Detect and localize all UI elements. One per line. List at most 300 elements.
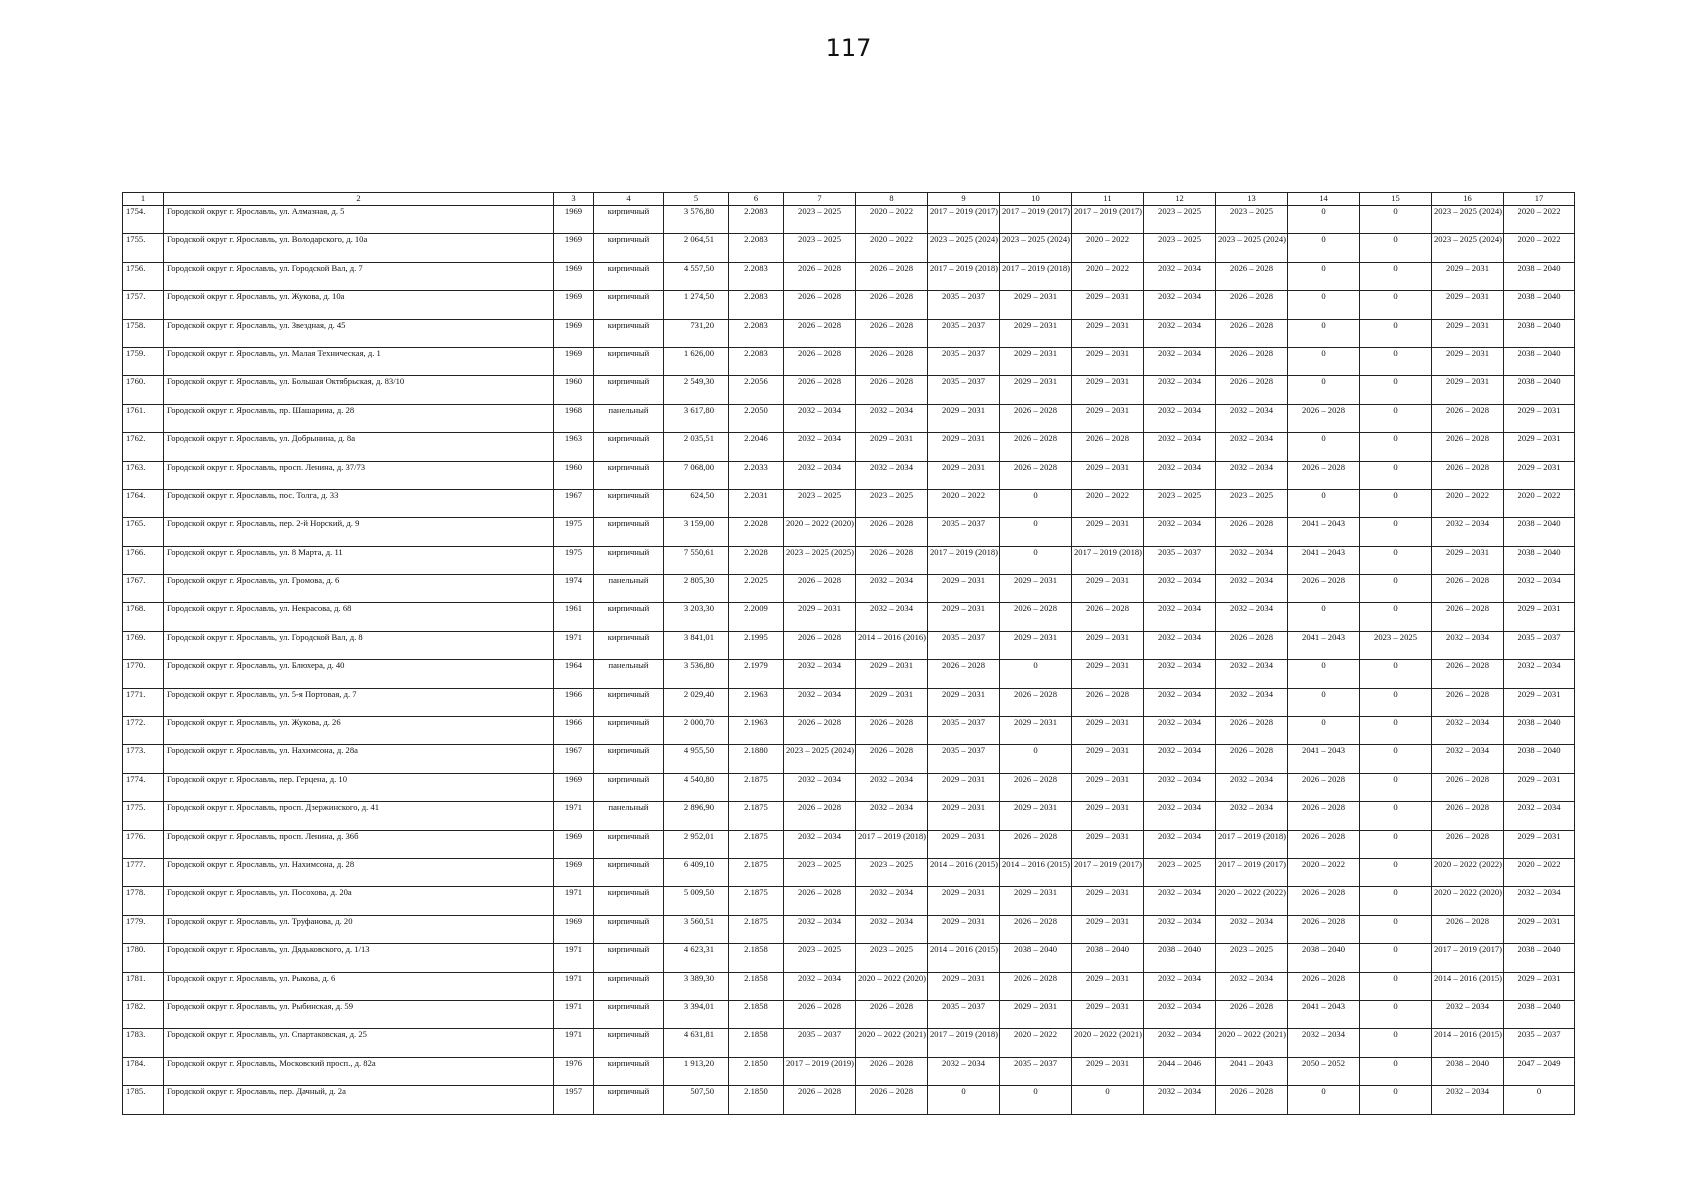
table-cell: 0: [1288, 319, 1360, 347]
table-cell: 2020 – 2022: [1000, 1029, 1072, 1057]
table-cell: 0: [1072, 1086, 1144, 1114]
table-cell: 2032 – 2034: [1216, 773, 1288, 801]
table-cell: 2023 – 2025: [784, 944, 856, 972]
table-cell: 2032 – 2034: [1216, 404, 1288, 432]
table-cell: 507,50: [664, 1086, 729, 1114]
table-row: [123, 745, 1575, 773]
table-row: [123, 575, 1575, 603]
table-cell: 1969: [554, 319, 594, 347]
column-header: 12: [1144, 193, 1216, 206]
table-cell: 2023 – 2025: [1144, 858, 1216, 886]
table-cell: 2032 – 2034: [1144, 603, 1216, 631]
table-cell: 2026 – 2028: [1432, 404, 1504, 432]
column-number-row: [123, 193, 1575, 206]
row-number: 1777.: [123, 858, 164, 886]
table-cell: 2026 – 2028: [1216, 319, 1288, 347]
table-cell: 0: [1000, 489, 1072, 517]
table-cell: кирпичный: [594, 830, 664, 858]
table-cell: 2032 – 2034: [1216, 603, 1288, 631]
table-cell: 2.1858: [729, 944, 784, 972]
address-cell: Городской округ г. Ярославль, ул. Рыбинская, д. 59: [164, 1000, 554, 1028]
table-cell: 1969: [554, 858, 594, 886]
table-cell: 3 841,01: [664, 631, 729, 659]
column-header: 7: [784, 193, 856, 206]
table-cell: 2023 – 2025: [1360, 631, 1432, 659]
table-cell: 1975: [554, 518, 594, 546]
table-cell: 0: [1288, 1086, 1360, 1114]
row-number: 1776.: [123, 830, 164, 858]
row-number: 1778.: [123, 887, 164, 915]
table-cell: 2026 – 2028: [1216, 745, 1288, 773]
table-cell: 2032 – 2034: [1144, 575, 1216, 603]
table-cell: 2017 – 2019 (2017): [1072, 858, 1144, 886]
column-header: 4: [594, 193, 664, 206]
table-cell: 2017 – 2019 (2017): [1000, 206, 1072, 234]
row-number: 1781.: [123, 972, 164, 1000]
table-cell: 2032 – 2034: [784, 972, 856, 1000]
table-cell: 2032 – 2034: [1144, 461, 1216, 489]
row-number: 1760.: [123, 376, 164, 404]
table-row: [123, 1057, 1575, 1085]
address-cell: Городской округ г. Ярославль, ул. Труфанова, д. 20: [164, 915, 554, 943]
table-cell: 2026 – 2028: [856, 518, 928, 546]
table-cell: 2029 – 2031: [1000, 347, 1072, 375]
table-row: [123, 830, 1575, 858]
table-cell: кирпичный: [594, 376, 664, 404]
table-cell: 2023 – 2025: [1216, 489, 1288, 517]
table-cell: 2032 – 2034: [1144, 717, 1216, 745]
column-header: 1: [123, 193, 164, 206]
table-cell: 2032 – 2034: [1144, 745, 1216, 773]
table-cell: 2020 – 2022: [1288, 858, 1360, 886]
housing-register-table: [122, 192, 1575, 1115]
table-cell: 1966: [554, 688, 594, 716]
table-cell: 2026 – 2028: [856, 717, 928, 745]
table-cell: 2032 – 2034: [784, 461, 856, 489]
address-cell: Городской округ г. Ярославль, просп. Ленина, д. 36б: [164, 830, 554, 858]
table-cell: 2017 – 2019 (2018): [1000, 262, 1072, 290]
table-cell: 2029 – 2031: [1432, 319, 1504, 347]
table-cell: 2017 – 2019 (2017): [1216, 858, 1288, 886]
table-cell: 2023 – 2025 (2024): [1216, 234, 1288, 262]
table-cell: 2029 – 2031: [1432, 347, 1504, 375]
table-cell: 2023 – 2025: [856, 489, 928, 517]
address-cell: Городской округ г. Ярославль, пос. Толга, д. 33: [164, 489, 554, 517]
table-cell: 2029 – 2031: [1072, 660, 1144, 688]
table-row: [123, 489, 1575, 517]
table-cell: 2023 – 2025: [784, 206, 856, 234]
table-cell: кирпичный: [594, 717, 664, 745]
row-number: 1768.: [123, 603, 164, 631]
table-cell: 2029 – 2031: [1504, 433, 1575, 461]
table-row: [123, 206, 1575, 234]
table-cell: 2032 – 2034: [1216, 972, 1288, 1000]
table-cell: 2026 – 2028: [1072, 688, 1144, 716]
address-cell: Городской округ г. Ярославль, ул. 8 Марта, д. 11: [164, 546, 554, 574]
table-cell: 2032 – 2034: [1144, 319, 1216, 347]
table-cell: 2.2025: [729, 575, 784, 603]
table-row: [123, 1086, 1575, 1114]
table-cell: 2.1875: [729, 915, 784, 943]
table-cell: 2020 – 2022: [856, 234, 928, 262]
table-cell: 2026 – 2028: [1288, 972, 1360, 1000]
table-cell: 2026 – 2028: [1000, 461, 1072, 489]
table-cell: 2020 – 2022 (2020): [784, 518, 856, 546]
table-cell: 2 952,01: [664, 830, 729, 858]
page-number: 117: [825, 34, 872, 62]
table-row: [123, 972, 1575, 1000]
table-cell: 7 068,00: [664, 461, 729, 489]
column-header: 15: [1360, 193, 1432, 206]
table-cell: 2029 – 2031: [1504, 773, 1575, 801]
table-cell: 2023 – 2025: [1144, 234, 1216, 262]
table-row: [123, 887, 1575, 915]
table-cell: 2026 – 2028: [784, 319, 856, 347]
table-cell: 0: [1288, 206, 1360, 234]
row-number: 1759.: [123, 347, 164, 375]
table-cell: 2038 – 2040: [1288, 944, 1360, 972]
table-cell: 2029 – 2031: [1072, 518, 1144, 546]
table-cell: 2.1875: [729, 773, 784, 801]
table-cell: 2026 – 2028: [928, 660, 1000, 688]
table-cell: 2032 – 2034: [1288, 1029, 1360, 1057]
table-cell: кирпичный: [594, 631, 664, 659]
table-cell: 2029 – 2031: [928, 887, 1000, 915]
table-cell: 2020 – 2022: [1504, 206, 1575, 234]
address-cell: Городской округ г. Ярославль, ул. 5-я Портовая, д. 7: [164, 688, 554, 716]
table-cell: 2026 – 2028: [784, 717, 856, 745]
table-cell: 2026 – 2028: [1288, 773, 1360, 801]
table-cell: 2029 – 2031: [928, 688, 1000, 716]
table-cell: 2032 – 2034: [784, 404, 856, 432]
table-cell: кирпичный: [594, 1029, 664, 1057]
table-cell: 2026 – 2028: [856, 1000, 928, 1028]
table-cell: 0: [1360, 972, 1432, 1000]
table-cell: 0: [1360, 915, 1432, 943]
table-cell: 2032 – 2034: [856, 603, 928, 631]
table-cell: 1957: [554, 1086, 594, 1114]
table-cell: 2038 – 2040: [1504, 262, 1575, 290]
table-cell: 2.1850: [729, 1057, 784, 1085]
table-cell: 2035 – 2037: [1144, 546, 1216, 574]
table-cell: 2035 – 2037: [928, 631, 1000, 659]
table-cell: 2029 – 2031: [784, 603, 856, 631]
table-cell: 2041 – 2043: [1288, 518, 1360, 546]
address-cell: Городской округ г. Ярославль, просп. Дзержинского, д. 41: [164, 802, 554, 830]
table-cell: кирпичный: [594, 319, 664, 347]
table-cell: 2 549,30: [664, 376, 729, 404]
table-cell: 0: [1360, 404, 1432, 432]
column-header: 2: [164, 193, 554, 206]
table-row: [123, 1029, 1575, 1057]
table-cell: 1971: [554, 631, 594, 659]
table-cell: 2041 – 2043: [1216, 1057, 1288, 1085]
table-cell: 1969: [554, 206, 594, 234]
table-cell: 2029 – 2031: [856, 660, 928, 688]
table-cell: 2029 – 2031: [1504, 461, 1575, 489]
table-cell: 2032 – 2034: [856, 575, 928, 603]
table-cell: 0: [1288, 660, 1360, 688]
table-cell: 731,20: [664, 319, 729, 347]
table-cell: 2032 – 2034: [856, 404, 928, 432]
row-number: 1755.: [123, 234, 164, 262]
column-header: 3: [554, 193, 594, 206]
row-number: 1782.: [123, 1000, 164, 1028]
table-cell: 2026 – 2028: [784, 802, 856, 830]
table-cell: 2029 – 2031: [856, 688, 928, 716]
address-cell: Городской округ г. Ярославль, ул. Нахимсона, д. 28а: [164, 745, 554, 773]
table-cell: 2.1963: [729, 717, 784, 745]
table-cell: 2032 – 2034: [1504, 660, 1575, 688]
table-cell: 2.2009: [729, 603, 784, 631]
table-cell: кирпичный: [594, 489, 664, 517]
table-cell: 2032 – 2034: [1432, 1086, 1504, 1114]
column-header: 5: [664, 193, 729, 206]
table-cell: кирпичный: [594, 887, 664, 915]
table-cell: 2032 – 2034: [856, 773, 928, 801]
row-number: 1779.: [123, 915, 164, 943]
table-cell: 2.1850: [729, 1086, 784, 1114]
table-cell: 2044 – 2046: [1144, 1057, 1216, 1085]
table-cell: 2029 – 2031: [1000, 631, 1072, 659]
column-header: 8: [856, 193, 928, 206]
table-cell: 2032 – 2034: [1144, 376, 1216, 404]
table-row: [123, 944, 1575, 972]
table-cell: кирпичный: [594, 433, 664, 461]
table-cell: 0: [1360, 262, 1432, 290]
table-cell: 2026 – 2028: [1288, 404, 1360, 432]
row-number: 1774.: [123, 773, 164, 801]
table-row: [123, 660, 1575, 688]
table-cell: 2 000,70: [664, 717, 729, 745]
table-cell: 0: [1360, 234, 1432, 262]
table-cell: 0: [928, 1086, 1000, 1114]
table-cell: 2026 – 2028: [1432, 603, 1504, 631]
table-cell: кирпичный: [594, 858, 664, 886]
table-cell: 2032 – 2034: [1144, 688, 1216, 716]
table-cell: 4 623,31: [664, 944, 729, 972]
table-cell: 2047 – 2049: [1504, 1057, 1575, 1085]
table-cell: 6 409,10: [664, 858, 729, 886]
address-cell: Городской округ г. Ярославль, пер. Дачный, д. 2а: [164, 1086, 554, 1114]
column-header: 10: [1000, 193, 1072, 206]
row-number: 1772.: [123, 717, 164, 745]
table-cell: 2029 – 2031: [1504, 830, 1575, 858]
table-cell: 2020 – 2022: [1072, 489, 1144, 517]
table-cell: 2026 – 2028: [1216, 717, 1288, 745]
table-cell: 2023 – 2025: [784, 234, 856, 262]
table-cell: 0: [1360, 858, 1432, 886]
table-cell: 2029 – 2031: [1432, 262, 1504, 290]
column-header: 16: [1432, 193, 1504, 206]
address-cell: Городской округ г. Ярославль, ул. Блюхера, д. 40: [164, 660, 554, 688]
table-cell: 2020 – 2022: [1504, 858, 1575, 886]
table-cell: 2029 – 2031: [1504, 688, 1575, 716]
table-cell: 2026 – 2028: [784, 262, 856, 290]
table-cell: 0: [1360, 575, 1432, 603]
table-cell: кирпичный: [594, 1057, 664, 1085]
table-cell: 0: [1360, 1057, 1432, 1085]
table-cell: 2032 – 2034: [1432, 745, 1504, 773]
table-row: [123, 802, 1575, 830]
table-cell: 2020 – 2022: [1072, 262, 1144, 290]
table-cell: 2035 – 2037: [1504, 631, 1575, 659]
table-cell: 2029 – 2031: [1072, 830, 1144, 858]
table-cell: 0: [1360, 1000, 1432, 1028]
table-cell: 2023 – 2025: [856, 858, 928, 886]
table-cell: 3 617,80: [664, 404, 729, 432]
table-cell: 1 913,20: [664, 1057, 729, 1085]
table-cell: 2029 – 2031: [1072, 376, 1144, 404]
row-number: 1766.: [123, 546, 164, 574]
table-cell: 0: [1288, 291, 1360, 319]
address-cell: Городской округ г. Ярославль, пер. Герцена, д. 10: [164, 773, 554, 801]
table-row: [123, 546, 1575, 574]
table-cell: 2017 – 2019 (2017): [928, 206, 1000, 234]
table-cell: 3 576,80: [664, 206, 729, 234]
table-cell: 2032 – 2034: [1432, 631, 1504, 659]
table-cell: 0: [1360, 347, 1432, 375]
table-cell: 2023 – 2025 (2025): [784, 546, 856, 574]
table-cell: 2029 – 2031: [1072, 972, 1144, 1000]
table-cell: 3 389,30: [664, 972, 729, 1000]
table-cell: кирпичный: [594, 461, 664, 489]
table-cell: 2.1995: [729, 631, 784, 659]
row-number: 1756.: [123, 262, 164, 290]
table-cell: 2032 – 2034: [856, 915, 928, 943]
table-cell: 2032 – 2034: [928, 1057, 1000, 1085]
table-cell: 2035 – 2037: [928, 518, 1000, 546]
table-cell: 2026 – 2028: [856, 291, 928, 319]
address-cell: Городской округ г. Ярославль, пр. Шашарина, д. 28: [164, 404, 554, 432]
table-cell: 2023 – 2025 (2024): [1432, 206, 1504, 234]
table-cell: 2026 – 2028: [1000, 830, 1072, 858]
table-cell: 1964: [554, 660, 594, 688]
table-cell: 2029 – 2031: [856, 433, 928, 461]
table-cell: 2029 – 2031: [928, 404, 1000, 432]
table-cell: 0: [1000, 518, 1072, 546]
address-cell: Городской округ г. Ярославль, ул. Посохова, д. 20а: [164, 887, 554, 915]
table-cell: 0: [1000, 1086, 1072, 1114]
table-cell: 2026 – 2028: [1288, 887, 1360, 915]
table-cell: 2029 – 2031: [1504, 404, 1575, 432]
table-cell: панельный: [594, 404, 664, 432]
table-cell: панельный: [594, 660, 664, 688]
table-cell: кирпичный: [594, 603, 664, 631]
table-cell: 1969: [554, 830, 594, 858]
table-cell: 2026 – 2028: [1288, 575, 1360, 603]
table-cell: 2041 – 2043: [1288, 546, 1360, 574]
table-cell: 2038 – 2040: [1504, 291, 1575, 319]
table-cell: 2032 – 2034: [1216, 660, 1288, 688]
address-cell: Городской округ г. Ярославль, пер. 2-й Норский, д. 9: [164, 518, 554, 546]
table-cell: 0: [1360, 461, 1432, 489]
table-cell: 2038 – 2040: [1000, 944, 1072, 972]
table-row: [123, 518, 1575, 546]
row-number: 1771.: [123, 688, 164, 716]
table-cell: 2038 – 2040: [1504, 944, 1575, 972]
table-cell: 2026 – 2028: [1000, 404, 1072, 432]
table-cell: 2014 – 2016 (2015): [1432, 1029, 1504, 1057]
table-cell: 2026 – 2028: [1216, 291, 1288, 319]
table-cell: 2026 – 2028: [1432, 660, 1504, 688]
table-cell: 0: [1288, 376, 1360, 404]
table-cell: 2023 – 2025: [856, 944, 928, 972]
table-cell: 0: [1360, 944, 1432, 972]
table-cell: 2.2056: [729, 376, 784, 404]
table-cell: 0: [1360, 206, 1432, 234]
table-cell: 2 064,51: [664, 234, 729, 262]
table-cell: 2029 – 2031: [1504, 915, 1575, 943]
table-cell: 1966: [554, 717, 594, 745]
table-cell: 2029 – 2031: [928, 461, 1000, 489]
table-cell: 2029 – 2031: [928, 802, 1000, 830]
table-cell: 2 035,51: [664, 433, 729, 461]
table-cell: 2038 – 2040: [1504, 319, 1575, 347]
table-cell: 2.2033: [729, 461, 784, 489]
table-cell: 2035 – 2037: [928, 376, 1000, 404]
table-cell: 2038 – 2040: [1504, 376, 1575, 404]
table-cell: 2038 – 2040: [1072, 944, 1144, 972]
table-cell: 1 626,00: [664, 347, 729, 375]
table-cell: 2026 – 2028: [784, 291, 856, 319]
table-cell: 1968: [554, 404, 594, 432]
address-cell: Городской округ г. Ярославль, ул. Малая Техническая, д. 1: [164, 347, 554, 375]
table-cell: 2026 – 2028: [1432, 802, 1504, 830]
table-cell: 1 274,50: [664, 291, 729, 319]
table-cell: 1969: [554, 347, 594, 375]
table-cell: 2029 – 2031: [1072, 347, 1144, 375]
table-cell: 2017 – 2019 (2018): [928, 546, 1000, 574]
row-number: 1757.: [123, 291, 164, 319]
table-cell: 1969: [554, 234, 594, 262]
table-cell: 2032 – 2034: [1144, 773, 1216, 801]
table-cell: 1961: [554, 603, 594, 631]
table-cell: 2041 – 2043: [1288, 1000, 1360, 1028]
table-cell: 2035 – 2037: [784, 1029, 856, 1057]
table-cell: 2029 – 2031: [1072, 575, 1144, 603]
table-cell: 0: [1000, 660, 1072, 688]
table-cell: 2.2083: [729, 347, 784, 375]
table-cell: 0: [1288, 603, 1360, 631]
table-cell: 2032 – 2034: [1216, 802, 1288, 830]
table-cell: 1971: [554, 1029, 594, 1057]
table-cell: 0: [1288, 688, 1360, 716]
table-cell: 2038 – 2040: [1432, 1057, 1504, 1085]
table-cell: 2026 – 2028: [1432, 915, 1504, 943]
table-cell: 2.1858: [729, 1000, 784, 1028]
table-cell: 1971: [554, 972, 594, 1000]
table-cell: 2017 – 2019 (2019): [784, 1057, 856, 1085]
row-number: 1764.: [123, 489, 164, 517]
table-cell: 1960: [554, 461, 594, 489]
address-cell: Городской округ г. Ярославль, Московский просп., д. 82а: [164, 1057, 554, 1085]
table-cell: 2026 – 2028: [856, 347, 928, 375]
table-cell: кирпичный: [594, 688, 664, 716]
table-cell: кирпичный: [594, 262, 664, 290]
table-cell: 2026 – 2028: [784, 1086, 856, 1114]
table-cell: 2032 – 2034: [1144, 830, 1216, 858]
table-cell: 2038 – 2040: [1144, 944, 1216, 972]
table-cell: 2.1858: [729, 1029, 784, 1057]
table-cell: 2026 – 2028: [1216, 347, 1288, 375]
table-cell: 2032 – 2034: [1144, 887, 1216, 915]
row-number: 1754.: [123, 206, 164, 234]
table-cell: 2029 – 2031: [1000, 376, 1072, 404]
table-cell: 2029 – 2031: [1072, 887, 1144, 915]
table-cell: 2032 – 2034: [784, 688, 856, 716]
table-cell: 2032 – 2034: [1504, 887, 1575, 915]
